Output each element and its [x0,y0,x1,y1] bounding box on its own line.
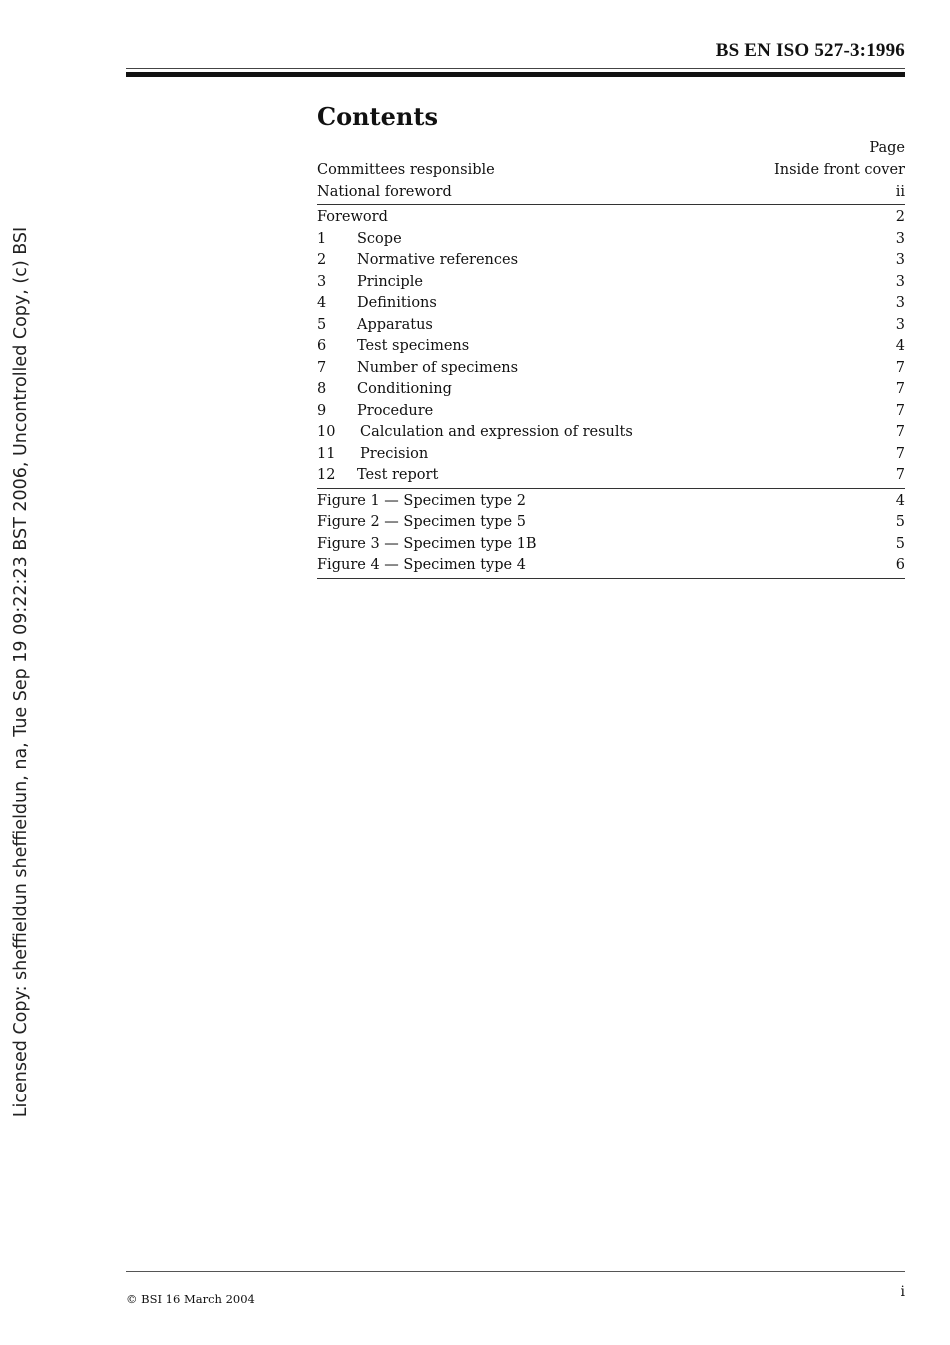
clause-number: 8 [317,381,327,397]
section-divider [317,488,905,489]
toc-clause-10[interactable] [317,422,905,444]
section-divider [317,204,905,205]
figure-title: Figure 1 — Specimen type 2 [317,492,526,509]
clause-page: 3 [895,273,905,290]
figure-title: Figure 3 — Specimen type 1B [317,535,537,552]
header-rule-thin [126,68,905,69]
clause-title: Scope [357,230,402,247]
toc-figure-1[interactable] [317,491,905,513]
toc-figure-2[interactable] [317,512,905,534]
footer-rule [126,1271,905,1272]
clause-title: Calculation and expression of results [360,424,633,440]
page-column-header: Page [869,140,905,156]
figure-page: 5 [895,514,905,530]
toc-clause-1[interactable] [317,229,905,251]
toc-entry-label: Foreword [317,209,388,225]
clause-title: Procedure [357,402,434,419]
clause-title: Precision [360,445,429,462]
clause-page: 7 [895,467,905,483]
toc-entry-page: Inside front cover [774,162,905,178]
toc-clause-9[interactable] [317,401,905,423]
document-code: BS EN ISO 527-3:1996 [715,40,905,61]
clause-number: 3 [317,273,327,290]
clause-page: 7 [895,381,905,397]
clause-number: 10 [317,424,336,440]
toc-entry-page: 2 [895,209,905,225]
clause-page: 7 [895,402,905,419]
clause-number: 7 [317,359,327,376]
license-watermark: Licensed Copy: sheffieldun sheffieldun, na, Tue Sep 19 09:22:23 BST 2006, Uncontrolled Copy, (c) BSI [11,226,31,1118]
toc-entry-page: ii [895,183,905,200]
toc-clause-4[interactable] [317,293,905,315]
clause-number: 11 [317,445,336,462]
toc-clause-6[interactable] [317,336,905,358]
contents-title: Contents [317,102,438,131]
clause-number: 6 [317,338,327,354]
clause-page: 7 [895,359,905,376]
section-divider [317,578,905,579]
clause-page: 3 [895,295,905,311]
page-column-header-row [317,136,905,160]
clause-number: 4 [317,295,327,311]
clause-number: 5 [317,316,327,333]
clause-page: 3 [895,230,905,247]
figure-page: 5 [895,535,905,552]
toc-entry-foreword[interactable] [317,207,905,229]
clause-number: 9 [317,402,327,419]
clause-title: Conditioning [357,381,452,397]
header-rule-thick [126,72,905,77]
clause-page: 7 [895,424,905,440]
clause-title: Principle [357,273,423,290]
clause-page: 3 [895,316,905,333]
table-of-contents [317,100,905,581]
toc-figure-4[interactable] [317,555,905,577]
toc-entry-label: National foreword [317,183,452,200]
page-number: i [900,1284,905,1300]
clause-number: 2 [317,252,327,268]
clause-page: 4 [895,338,905,354]
clause-title: Test report [357,467,439,483]
toc-clause-11[interactable] [317,444,905,466]
copyright-notice: © BSI 16 March 2004 [126,1292,255,1306]
clause-title: Number of specimens [357,359,519,376]
toc-figure-3[interactable] [317,534,905,556]
figure-page: 4 [895,492,905,509]
figure-title: Figure 2 — Specimen type 5 [317,514,526,530]
toc-clause-2[interactable] [317,250,905,272]
figure-page: 6 [895,557,905,573]
toc-entry-committees[interactable] [317,160,905,182]
clause-number: 1 [317,230,327,247]
clause-title: Test specimens [357,338,470,354]
toc-entry-label: Committees responsible [317,162,495,178]
clause-page: 7 [895,445,905,462]
toc-clause-12[interactable] [317,465,905,487]
figure-title: Figure 4 — Specimen type 4 [317,557,526,573]
toc-clause-3[interactable] [317,272,905,294]
clause-title: Normative references [357,252,519,268]
clause-title: Apparatus [357,316,433,333]
clause-page: 3 [895,252,905,268]
clause-title: Definitions [357,295,437,311]
clause-number: 12 [317,467,336,483]
toc-clause-5[interactable] [317,315,905,337]
toc-clause-8[interactable] [317,379,905,401]
toc-clause-7[interactable] [317,358,905,380]
toc-entry-national-foreword[interactable] [317,182,905,204]
